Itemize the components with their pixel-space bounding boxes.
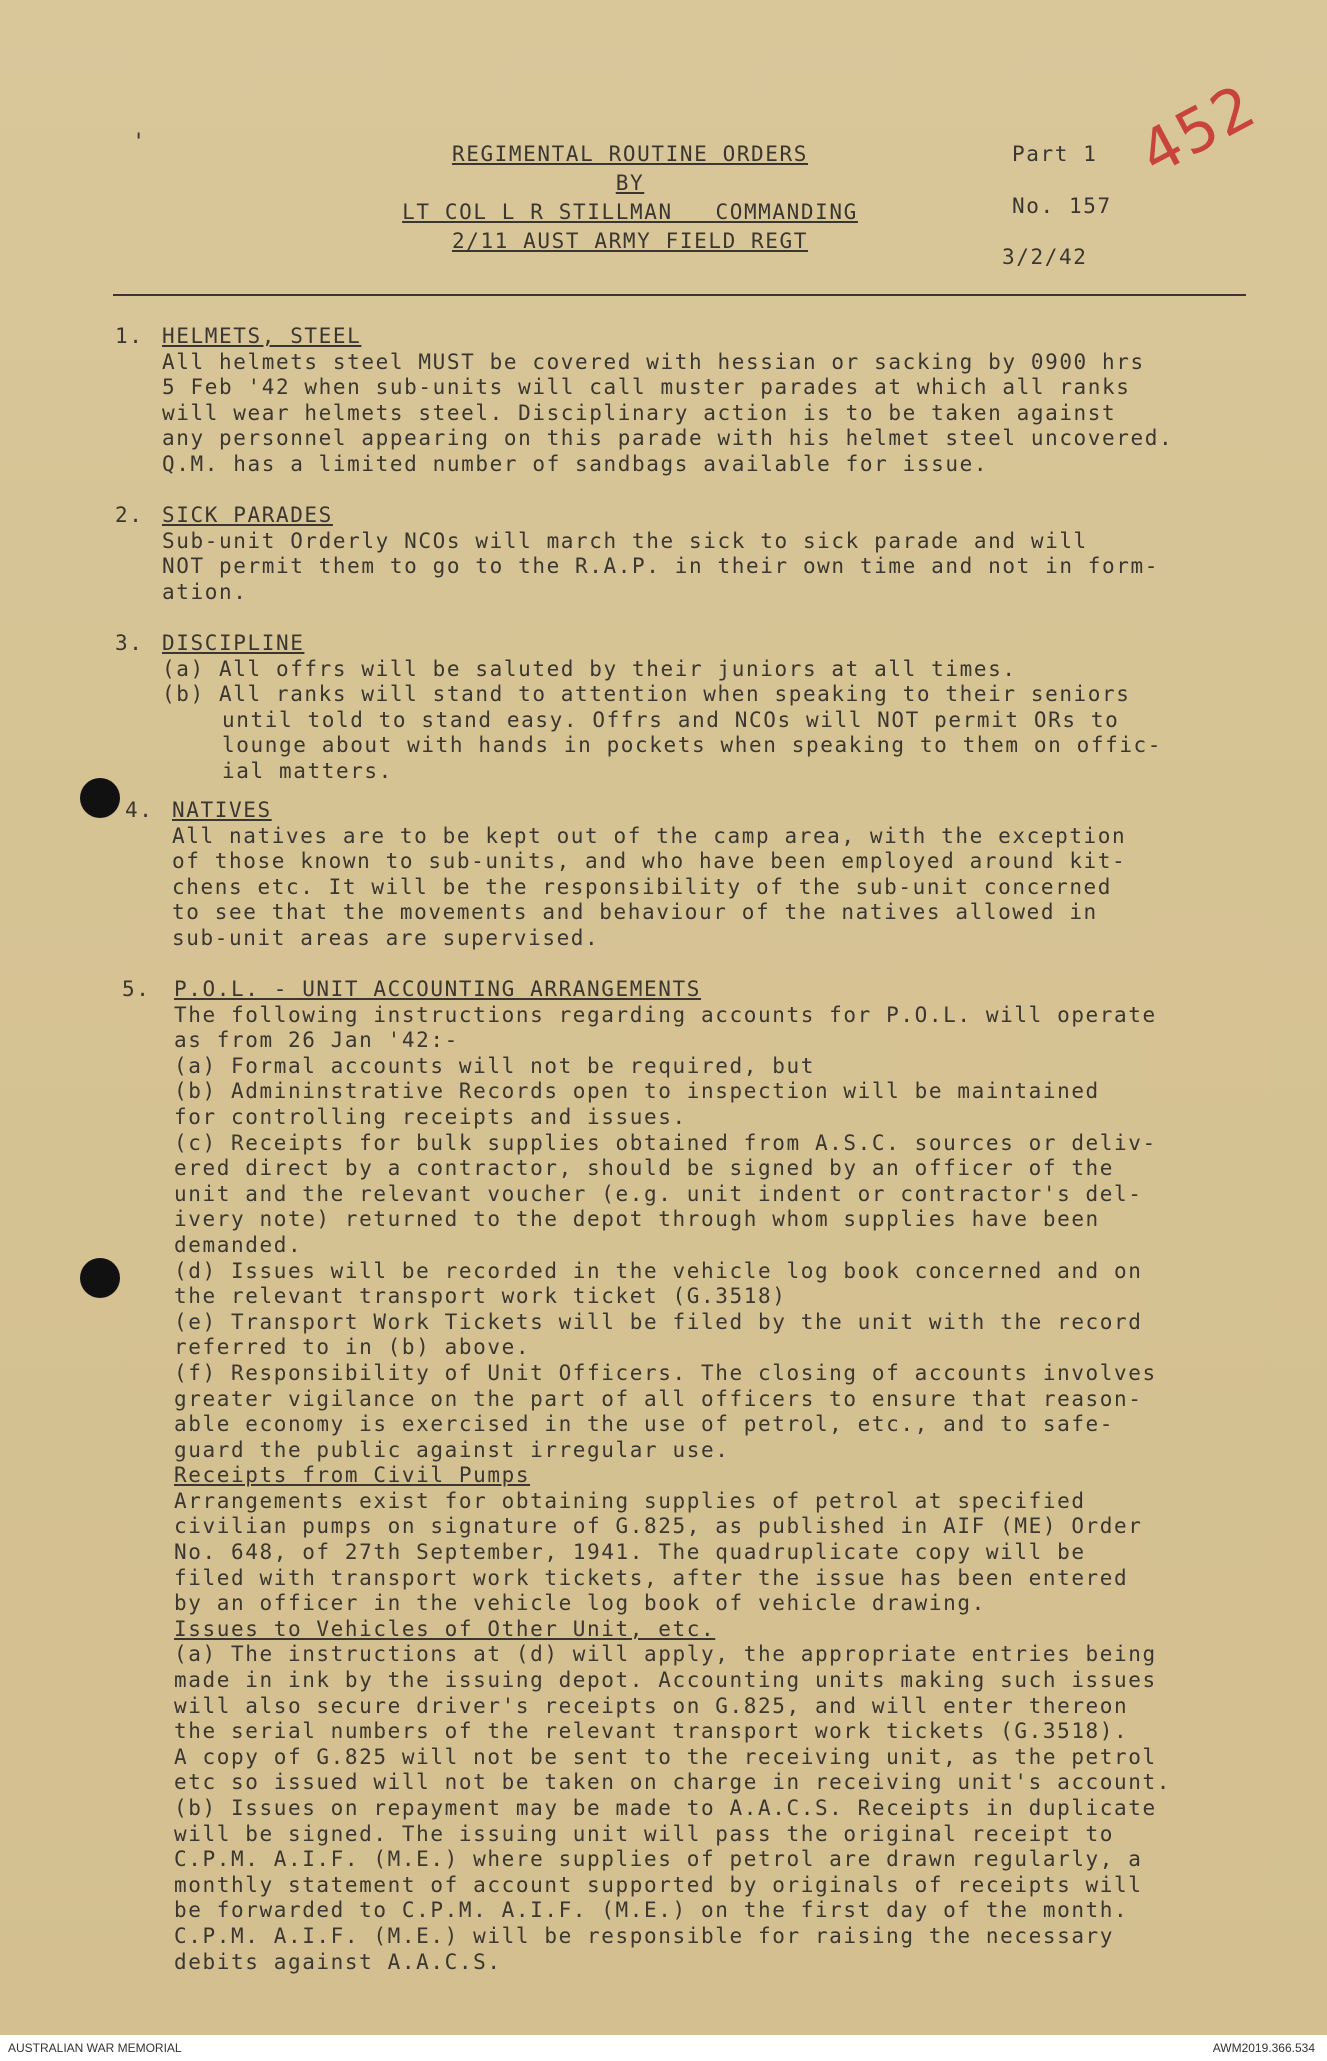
part-label: Part 1 bbox=[1012, 142, 1098, 166]
section-natives bbox=[125, 798, 1126, 952]
section-line: All helmets steel MUST be covered with hessian or sacking by 0900 hrs bbox=[162, 349, 1145, 374]
section-line: by an officer in the vehicle log book of vehicle drawing. bbox=[174, 1591, 986, 1616]
section-line: (a) Formal accounts will not be required, but bbox=[174, 1053, 815, 1078]
section-line: any personnel appearing on this parade with his helmet steel uncovered. bbox=[162, 426, 1174, 451]
section-line: (b) Issues on repayment may be made to A.A.C.S. Receipts in duplicate bbox=[174, 1796, 1157, 1820]
punch-hole-top bbox=[80, 778, 120, 818]
section-number: 1. bbox=[115, 324, 144, 348]
section-line: ered direct by a contractor, should be signed by an officer of the bbox=[174, 1156, 1115, 1181]
margin-mark: ' bbox=[132, 130, 147, 155]
section-line: debits against A.A.C.S. bbox=[174, 1949, 502, 1974]
section-line: referred to in (b) above. bbox=[174, 1335, 531, 1360]
section-line: the relevant transport work ticket (G.3518) bbox=[174, 1284, 787, 1309]
section-item-continuation: until told to stand easy. Offrs and NCOs will NOT permit ORs to bbox=[222, 707, 1120, 732]
section-line: etc so issued will not be taken on charge in receiving unit's account. bbox=[174, 1770, 1172, 1795]
section-line: of those known to sub-units, and who have been employed around kit- bbox=[172, 849, 1127, 874]
section-heading: DISCIPLINE bbox=[162, 631, 305, 655]
red-handwritten-number: 452 bbox=[1128, 70, 1268, 190]
section-line: A copy of G.825 will not be sent to the receiving unit, as the petrol bbox=[174, 1744, 1157, 1769]
section-line: monthly statement of account supported by originals of receipts will bbox=[174, 1872, 1143, 1897]
section-item-continuation: ial matters. bbox=[222, 758, 393, 783]
section-line: greater vigilance on the part of all officers to ensure that reason- bbox=[174, 1386, 1143, 1411]
section-line: will wear helmets steel. Disciplinary action is to be taken against bbox=[162, 400, 1117, 425]
section-item: (a) All offrs will be saluted by their juniors at all times. bbox=[162, 656, 1017, 681]
section-line: (c) Receipts for bulk supplies obtained from A.S.C. sources or deliv- bbox=[174, 1130, 1157, 1155]
section-line: (a) The instructions at (d) will apply, the appropriate entries being bbox=[174, 1642, 1157, 1667]
header-title-line-2: BY bbox=[615, 171, 645, 195]
section-line: (b) Admininstrative Records open to inspection will be maintained bbox=[174, 1079, 1100, 1104]
section-line: C.P.M. A.I.F. (M.E.) will be responsible for raising the necessary bbox=[174, 1923, 1115, 1948]
section-heading: SICK PARADES bbox=[162, 503, 333, 527]
section-line: (e) Transport Work Tickets will be filed by the unit with the record bbox=[174, 1309, 1143, 1334]
section-line: demanded. bbox=[174, 1232, 303, 1257]
section-line: will be signed. The issuing unit will pass the original receipt to bbox=[174, 1821, 1115, 1846]
section-line: Arrangements exist for obtaining supplies of petrol at specified bbox=[174, 1488, 1086, 1513]
section-line: No. 648, of 27th September, 1941. The quadruplicate copy will be bbox=[174, 1540, 1086, 1565]
section-line: guard the public against irregular use. bbox=[174, 1437, 730, 1462]
section-line: civilian pumps on signature of G.825, as published in AIF (ME) Order bbox=[174, 1514, 1143, 1539]
footer-accession-number: AWM2019.366.534 bbox=[1212, 2041, 1315, 2055]
header-divider bbox=[113, 294, 1246, 296]
section-line: NOT permit them to go to the R.A.P. in their own time and not in form- bbox=[162, 554, 1160, 579]
section-line: All natives are to be kept out of the camp area, with the exception bbox=[172, 823, 1127, 848]
section-number: 3. bbox=[115, 631, 144, 655]
section-line: to see that the movements and behaviour of the natives allowed in bbox=[172, 900, 1098, 925]
section-line: as from 26 Jan '42:- bbox=[174, 1028, 459, 1053]
section-line: C.P.M. A.I.F. (M.E.) where supplies of petrol are drawn regularly, a bbox=[174, 1847, 1143, 1872]
section-helmets-steel bbox=[115, 324, 1173, 478]
archive-footer bbox=[0, 2035, 1327, 2061]
order-number: No. 157 bbox=[1012, 194, 1112, 218]
section-item: (b) All ranks will stand to attention when speaking to their seniors bbox=[162, 682, 1131, 707]
section-line: unit and the relevant voucher (e.g. unit indent or contractor's del- bbox=[174, 1181, 1143, 1206]
section-heading: HELMETS, STEEL bbox=[162, 324, 362, 348]
header-title-line-3: LT COL L R STILLMAN COMMANDING bbox=[402, 200, 858, 224]
section-line: (d) Issues will be recorded in the vehicle log book concerned and on bbox=[174, 1258, 1143, 1283]
section-pol-accounting bbox=[122, 977, 1171, 1975]
header-title-line-1: REGIMENTAL ROUTINE ORDERS bbox=[451, 142, 809, 166]
section-number: 5. bbox=[122, 977, 151, 1001]
section-line: Q.M. has a limited number of sandbags available for issue. bbox=[162, 451, 989, 476]
subsection-heading-other-units: Issues to Vehicles of Other Unit, etc. bbox=[174, 1616, 716, 1641]
section-line: able economy is exercised in the use of petrol, etc., and to safe- bbox=[174, 1412, 1115, 1437]
order-header bbox=[390, 140, 870, 256]
section-line: made in ink by the issuing depot. Accounting units making such issues bbox=[174, 1668, 1157, 1693]
section-line: be forwarded to C.P.M. A.I.F. (M.E.) on the first day of the month. bbox=[174, 1898, 1129, 1923]
section-line: for controlling receipts and issues. bbox=[174, 1104, 687, 1129]
section-number: 2. bbox=[115, 503, 144, 527]
section-discipline bbox=[115, 631, 1162, 785]
section-line: chens etc. It will be the responsibility of the sub-unit concerned bbox=[172, 874, 1113, 899]
section-line: 5 Feb '42 when sub-units will call muster parades at which all ranks bbox=[162, 375, 1131, 400]
section-item-continuation: lounge about with hands in pockets when speaking to them on offic- bbox=[222, 733, 1163, 758]
subsection-heading-civil-pumps: Receipts from Civil Pumps bbox=[174, 1463, 531, 1488]
section-line: (f) Responsibility of Unit Officers. The closing of accounts involves bbox=[174, 1360, 1157, 1385]
footer-institution: AUSTRALIAN WAR MEMORIAL bbox=[8, 2041, 182, 2055]
section-line: The following instructions regarding accounts for P.O.L. will operate bbox=[174, 1002, 1157, 1027]
section-line: filed with transport work tickets, after the issue has been entered bbox=[174, 1565, 1129, 1590]
header-title-line-4: 2/11 AUST ARMY FIELD REGT bbox=[451, 229, 809, 253]
section-sick-parades bbox=[115, 503, 1159, 605]
section-line: Sub-unit Orderly NCOs will march the sick to sick parade and will bbox=[162, 528, 1088, 553]
order-date: 3/2/42 bbox=[1002, 245, 1088, 269]
section-line: ivery note) returned to the depot through whom supplies have been bbox=[174, 1207, 1100, 1232]
section-heading: NATIVES bbox=[172, 798, 272, 822]
section-line: the serial numbers of the relevant transport work tickets (G.3518). bbox=[174, 1719, 1129, 1744]
punch-hole-bottom bbox=[80, 1258, 120, 1298]
section-heading: P.O.L. - UNIT ACCOUNTING ARRANGEMENTS bbox=[174, 977, 701, 1001]
section-line: sub-unit areas are supervised. bbox=[172, 925, 600, 950]
section-number: 4. bbox=[125, 798, 154, 822]
section-line: ation. bbox=[162, 579, 248, 604]
section-line: will also secure driver's receipts on G.825, and will enter thereon bbox=[174, 1693, 1129, 1718]
